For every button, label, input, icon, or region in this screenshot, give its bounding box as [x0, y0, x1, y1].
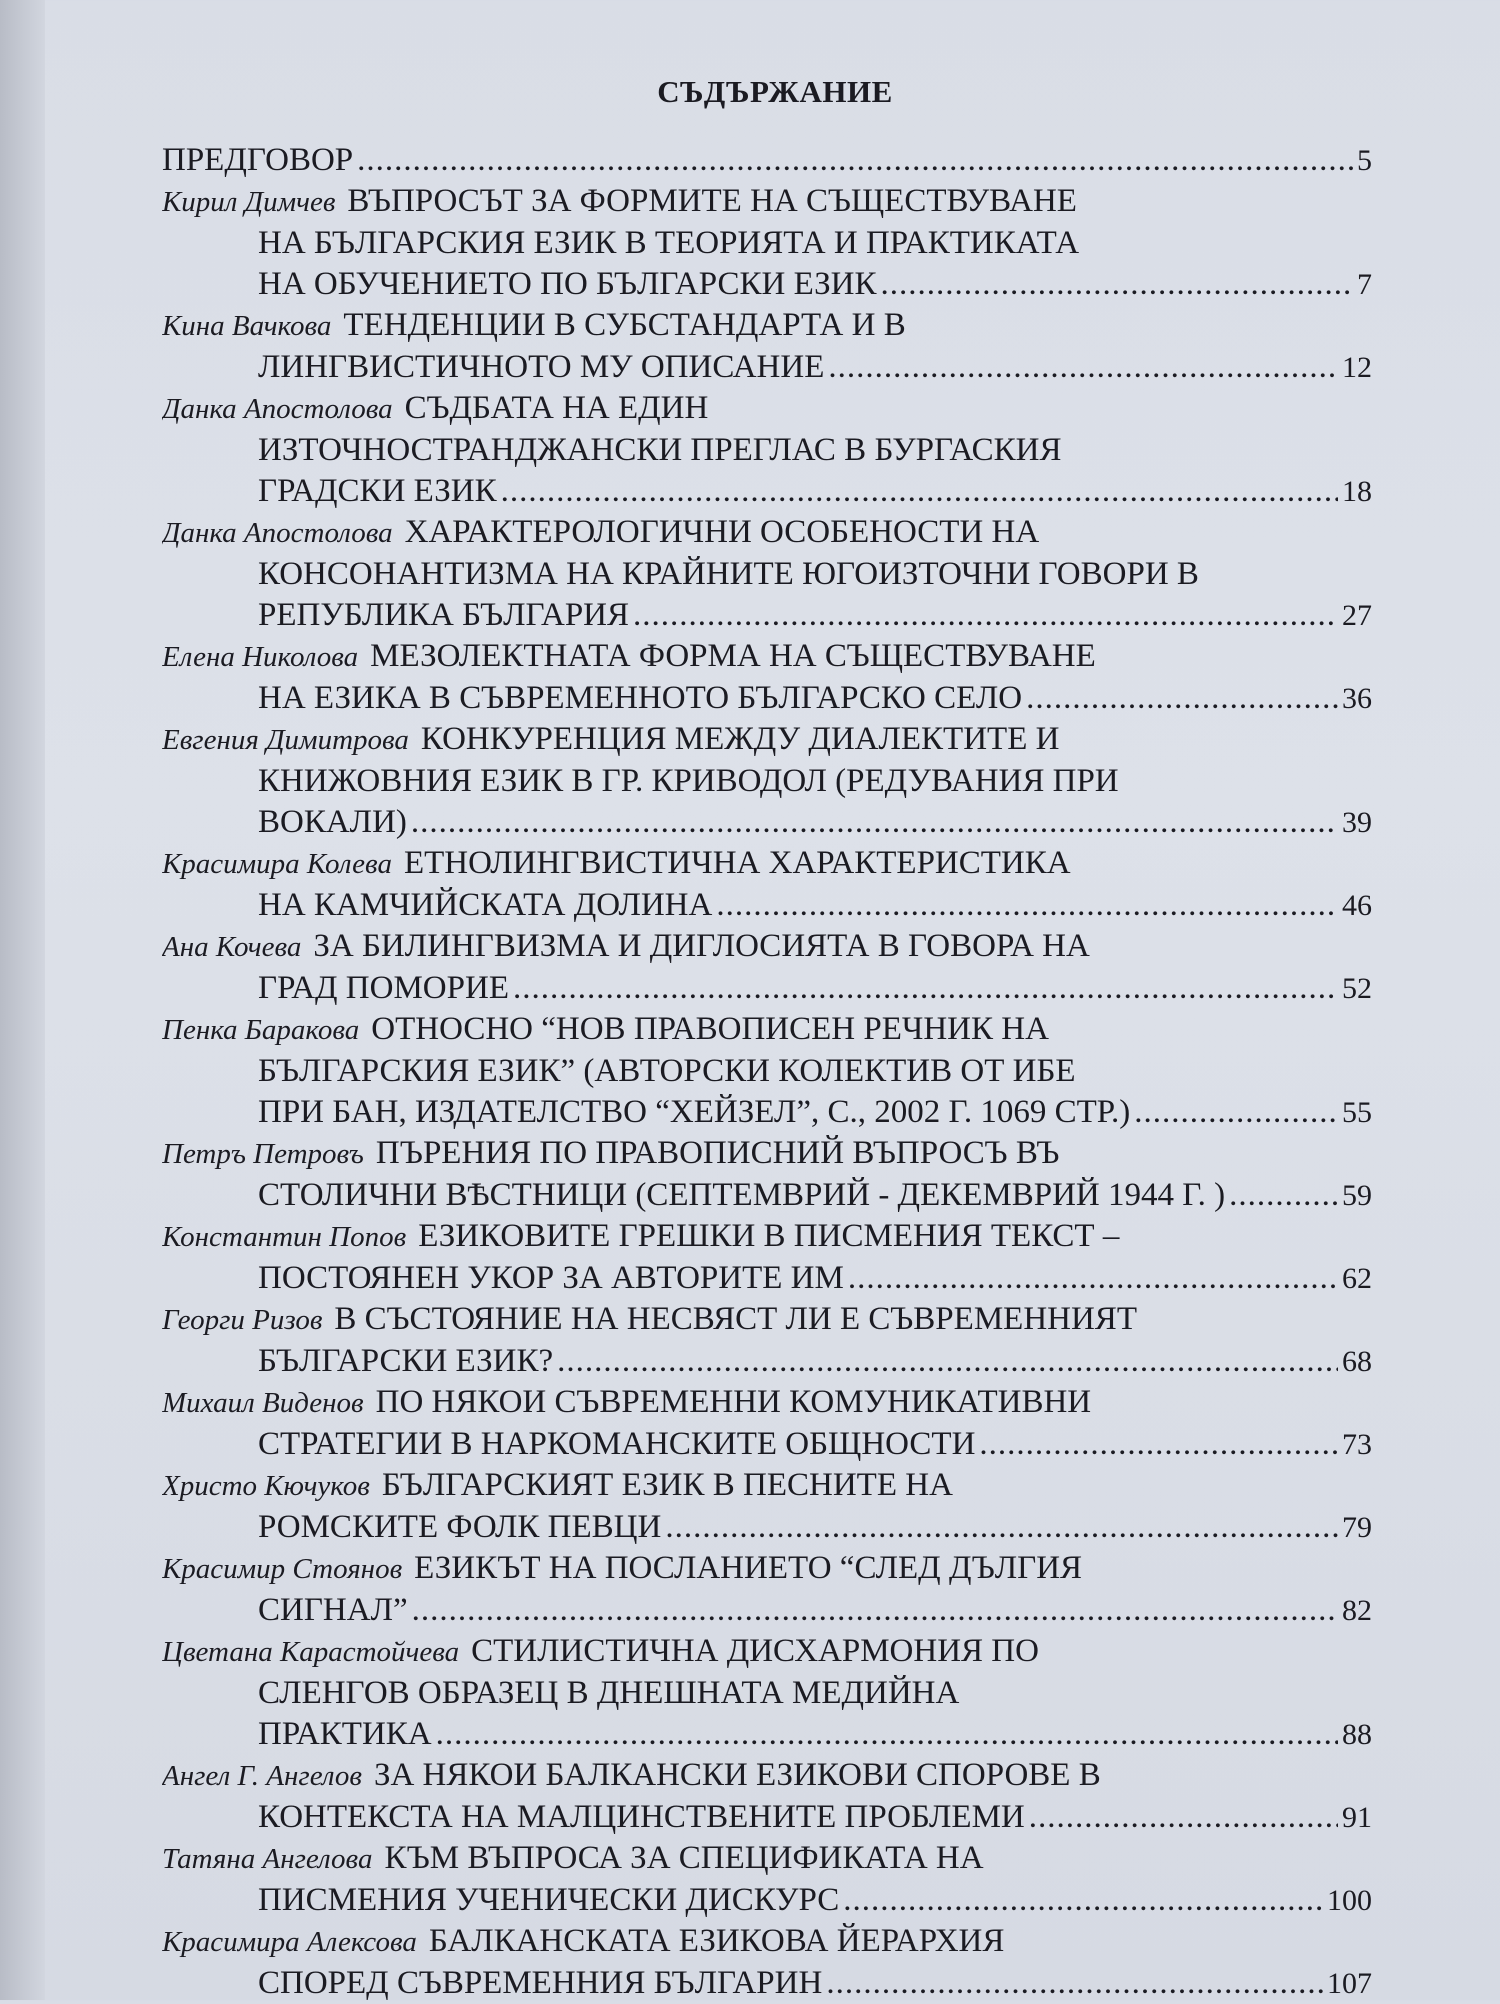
toc-entry-line — [162, 471, 1372, 512]
toc-title-text: КЪМ ВЪПРОСА ЗА СПЕЦИФИКАТА НА — [384, 1840, 984, 1876]
toc-entry-line — [162, 1382, 1372, 1424]
toc-author: Георги Ризов — [162, 1304, 323, 1336]
toc-title-text: СТОЛИЧНИ ВѢСТНИЦИ (СЕПТЕМВРИЙ - ДЕКЕМВРИЙ 1944 Г. ) — [258, 1177, 1226, 1213]
toc-line-text-wrap — [162, 928, 1090, 964]
toc-entry-line — [162, 1507, 1372, 1548]
toc-line-text-wrap — [162, 721, 1059, 757]
toc-author: Цветана Карастойчева — [162, 1636, 460, 1668]
toc-title-text: В СЪСТОЯНИЕ НА НЕСВЯСТ ЛИ Е СЪВРЕМЕННИЯТ — [334, 1301, 1137, 1337]
toc-author: Христо Кючуков — [162, 1470, 370, 1502]
toc-title-text: СТИЛИСТИЧНА ДИСХАРМОНИЯ ПО — [471, 1633, 1039, 1669]
toc-entry — [162, 1631, 1372, 1755]
page-number: 73 — [1342, 1428, 1372, 1461]
toc-title-text: ЗА НЯКОИ БАЛКАНСКИ ЕЗИКОВИ СПОРОВЕ В — [373, 1757, 1101, 1793]
dot-leader — [513, 968, 1338, 1009]
toc-author: Евгения Димитрова — [162, 724, 409, 756]
toc-title-text: ИЗТОЧНОСТРАНДЖАНСКИ ПРЕГЛАС В БУРГАСКИЯ — [258, 432, 1062, 468]
toc-title-text: БАЛКАНСКАТА ЕЗИКОВА ЙЕРАРХИЯ — [428, 1923, 1005, 1959]
toc-line-text-wrap — [258, 1590, 408, 1631]
toc-line-text-wrap — [162, 1467, 953, 1503]
page-title: СЪДЪРЖАНИЕ — [657, 74, 893, 109]
page-number: 46 — [1342, 889, 1372, 922]
toc-entry-line — [162, 1755, 1372, 1797]
toc-line-text-wrap — [162, 1633, 1039, 1669]
toc-title-text: БЪЛГАРСКИЯТ ЕЗИК В ПЕСНИТЕ НА — [381, 1467, 953, 1503]
toc-title-text: ПИСМЕНИЯ УЧЕНИЧЕСКИ ДИСКУРС — [258, 1882, 840, 1918]
toc-entry-line — [162, 1175, 1372, 1216]
toc-entry-line — [162, 223, 1372, 264]
toc-line-text-wrap — [162, 1135, 1059, 1171]
toc-entry-line — [162, 595, 1372, 636]
toc-title-text: ЗА БИЛИНГВИЗМА И ДИГЛОСИЯТА В ГОВОРА НА — [313, 928, 1090, 964]
toc-entry-line — [162, 843, 1372, 885]
toc-entry — [162, 719, 1372, 843]
toc-line-text-wrap — [162, 1757, 1101, 1793]
page-edge-shadow — [0, 0, 45, 2000]
toc-entry-line — [162, 1341, 1372, 1382]
toc-entry-line — [162, 719, 1372, 761]
toc-line-text-wrap — [258, 678, 1022, 719]
page-number: 91 — [1342, 1801, 1372, 1834]
toc-entry-line — [162, 636, 1372, 678]
toc-author: Красимир Стоянов — [162, 1553, 403, 1585]
toc-title-text: БЪЛГАРСКИЯ ЕЗИК” (АВТОРСКИ КОЛЕКТИВ ОТ ИБЕ — [258, 1053, 1076, 1089]
toc-line-text-wrap — [162, 1550, 1082, 1586]
toc-title-text: КОНСОНАНТИЗМА НА КРАЙНИТЕ ЮГОИЗТОЧНИ ГОВОРИ В — [258, 556, 1199, 592]
toc-entry — [162, 512, 1372, 636]
dot-leader — [848, 1258, 1338, 1299]
toc-author: Данка Апостолова — [162, 517, 393, 549]
toc-line-text-wrap — [162, 307, 906, 343]
toc-line-text-wrap — [258, 1797, 1025, 1838]
page-number: 100 — [1327, 1884, 1372, 1917]
dot-leader — [828, 347, 1338, 388]
toc-entry — [162, 1299, 1372, 1382]
toc-entry-line — [162, 1051, 1372, 1092]
toc-line-text-wrap — [258, 1714, 432, 1755]
toc-entry-line — [162, 1714, 1372, 1755]
toc-title-text: РОМСКИТЕ ФОЛК ПЕВЦИ — [258, 1509, 662, 1545]
toc-title-text: МЕЗОЛЕКТНАТА ФОРМА НА СЪЩЕСТВУВАНЕ — [370, 638, 1096, 674]
toc-entry-line — [162, 1963, 1372, 2004]
dot-leader — [412, 1590, 1338, 1631]
toc-author: Красимира Алексова — [162, 1926, 417, 1958]
toc-line-text-wrap — [258, 225, 1079, 261]
page-number: 27 — [1342, 599, 1372, 632]
toc-title-text: НА КАМЧИЙСКАТА ДОЛИНА — [258, 887, 713, 923]
toc-entry-line — [162, 1921, 1372, 1963]
toc-line-text-wrap — [258, 264, 877, 305]
toc-author: Кина Вачкова — [162, 310, 332, 342]
dot-leader — [411, 802, 1338, 843]
toc-entry-line — [162, 181, 1372, 223]
dot-leader — [881, 264, 1353, 305]
toc-line-text-wrap — [162, 1923, 1004, 1959]
toc-entry — [162, 140, 1372, 181]
toc-entry-line — [162, 1631, 1372, 1673]
page-number: 68 — [1342, 1345, 1372, 1378]
toc-entry-line — [162, 388, 1372, 430]
table-of-contents — [162, 140, 1372, 2004]
toc-entry — [162, 1548, 1372, 1631]
page-number: 18 — [1342, 475, 1372, 508]
toc-line-text-wrap — [162, 1840, 984, 1876]
toc-line-text-wrap — [258, 968, 509, 1009]
toc-entry-line — [162, 140, 1372, 181]
toc-author: Михаил Виденов — [162, 1387, 364, 1419]
toc-line-text-wrap — [258, 1258, 844, 1299]
toc-entry-line — [162, 1838, 1372, 1880]
toc-line-text-wrap — [258, 1424, 975, 1465]
dot-leader — [1026, 678, 1338, 719]
toc-title-text: РЕПУБЛИКА БЪЛГАРИЯ — [258, 597, 630, 633]
toc-line-text-wrap — [258, 885, 712, 926]
dot-leader — [633, 595, 1338, 636]
dot-leader — [979, 1424, 1338, 1465]
toc-entry — [162, 1921, 1372, 2004]
toc-title-text: ВОКАЛИ) — [258, 804, 407, 840]
toc-line-text-wrap — [258, 432, 1062, 468]
toc-author: Пенка Баракова — [162, 1014, 360, 1046]
toc-line-text-wrap — [162, 140, 353, 181]
toc-entry-line — [162, 926, 1372, 968]
dot-leader — [1229, 1175, 1338, 1216]
toc-entry-line — [162, 264, 1372, 305]
toc-line-text-wrap — [258, 1963, 822, 2004]
toc-title-text: ПРИ БАН, ИЗДАТЕЛСТВО “ХЕЙЗЕЛ”, С., 2002 Г. 1069 СТР.) — [258, 1094, 1131, 1130]
dot-leader — [1029, 1797, 1338, 1838]
toc-entry-line — [162, 1424, 1372, 1465]
toc-title-text: ТЕНДЕНЦИИ В СУБСТАНДАРТА И В — [343, 307, 906, 343]
toc-title-text: НА ЕЗИКА В СЪВРЕМЕННОТО БЪЛГАРСКО СЕЛО — [258, 680, 1023, 716]
toc-line-text-wrap — [162, 183, 1077, 219]
dot-leader — [716, 885, 1338, 926]
toc-line-text-wrap — [258, 1092, 1130, 1133]
toc-title-text: СПОРЕД СЪВРЕМЕННИЯ БЪЛГАРИН — [258, 1965, 823, 2001]
toc-entry — [162, 305, 1372, 388]
page-number: 88 — [1342, 1718, 1372, 1751]
dot-leader — [436, 1714, 1338, 1755]
dot-leader — [1134, 1092, 1338, 1133]
toc-entry-line — [162, 305, 1372, 347]
toc-entry — [162, 1216, 1372, 1299]
toc-title-text: ЛИНГВИСТИЧНОТО МУ ОПИСАНИЕ — [258, 349, 825, 385]
toc-line-text-wrap — [258, 471, 497, 512]
toc-entry-line — [162, 678, 1372, 719]
toc-title-text: ПОСТОЯНЕН УКОР ЗА АВТОРИТЕ ИМ — [258, 1260, 844, 1296]
toc-line-text-wrap — [258, 595, 629, 636]
dot-leader — [357, 140, 1353, 181]
toc-title-text: НА ОБУЧЕНИЕТО ПО БЪЛГАРСКИ ЕЗИК — [258, 266, 877, 302]
toc-entry — [162, 1133, 1372, 1216]
toc-title-text: ПО НЯКОИ СЪВРЕМЕННИ КОМУНИКАТИВНИ — [375, 1384, 1092, 1420]
toc-line-text-wrap — [258, 1507, 661, 1548]
toc-line-text-wrap — [258, 1175, 1225, 1216]
toc-entry — [162, 1009, 1372, 1133]
toc-line-text-wrap — [162, 1218, 1119, 1254]
page-number: 82 — [1342, 1594, 1372, 1627]
toc-title-text: ЕТНОЛИНГВИСТИЧНА ХАРАКТЕРИСТИКА — [403, 845, 1071, 881]
toc-line-text-wrap — [258, 1675, 959, 1711]
toc-author: Данка Апостолова — [162, 393, 393, 425]
toc-line-text-wrap — [162, 845, 1071, 881]
toc-entry-line — [162, 1258, 1372, 1299]
toc-title-text: ПРЕДГОВОР — [162, 142, 354, 178]
toc-entry — [162, 1755, 1372, 1838]
toc-line-text-wrap — [258, 1341, 553, 1382]
toc-line-text-wrap — [258, 802, 407, 843]
toc-entry — [162, 1382, 1372, 1465]
toc-line-text-wrap — [162, 638, 1096, 674]
page-number: 52 — [1342, 972, 1372, 1005]
page-number: 12 — [1342, 351, 1372, 384]
page-number: 59 — [1342, 1179, 1372, 1212]
toc-entry-line — [162, 512, 1372, 554]
toc-entry-line — [162, 761, 1372, 802]
toc-entry-line — [162, 1009, 1372, 1051]
toc-entry-line — [162, 968, 1372, 1009]
toc-entry-line — [162, 430, 1372, 471]
page-number: 36 — [1342, 682, 1372, 715]
toc-title-text: СЛЕНГОВ ОБРАЗЕЦ В ДНЕШНАТА МЕДИЙНА — [258, 1675, 960, 1711]
toc-entry-line — [162, 802, 1372, 843]
toc-title-text: СИГНАЛ” — [258, 1592, 408, 1628]
toc-author: Ана Кочева — [162, 931, 302, 963]
toc-line-text-wrap — [162, 1301, 1137, 1337]
toc-line-text-wrap — [258, 347, 824, 388]
toc-entry — [162, 843, 1372, 926]
page-number: 107 — [1327, 1967, 1372, 2000]
toc-author: Татяна Ангелова — [162, 1843, 373, 1875]
toc-entry — [162, 1838, 1372, 1921]
toc-line-text-wrap — [258, 763, 1119, 799]
toc-title-text: ВЪПРОСЪТ ЗА ФОРМИТЕ НА СЪЩЕСТВУВАНЕ — [347, 183, 1077, 219]
toc-entry — [162, 636, 1372, 719]
toc-title-text: ГРАД ПОМОРИЕ — [258, 970, 509, 1006]
dot-leader — [665, 1507, 1338, 1548]
toc-title-text: КОНКУРЕНЦИЯ МЕЖДУ ДИАЛЕКТИТЕ И — [420, 721, 1060, 757]
toc-title-text: ПРАКТИКА — [258, 1716, 432, 1752]
toc-title-text: БЪЛГАРСКИ ЕЗИК? — [258, 1343, 554, 1379]
toc-entry-line — [162, 1548, 1372, 1590]
toc-entry-line — [162, 554, 1372, 595]
toc-author: Ангел Г. Ангелов — [162, 1760, 362, 1792]
toc-entry-line — [162, 1092, 1372, 1133]
dot-leader — [826, 1963, 1323, 2004]
toc-entry — [162, 926, 1372, 1009]
page-number: 5 — [1357, 144, 1372, 177]
page-number: 7 — [1357, 268, 1372, 301]
toc-author: Елена Николова — [162, 641, 359, 673]
toc-entry — [162, 181, 1372, 305]
toc-entry-line — [162, 885, 1372, 926]
page-number: 79 — [1342, 1511, 1372, 1544]
toc-entry-line — [162, 1216, 1372, 1258]
toc-entry-line — [162, 1880, 1372, 1921]
toc-title-text: КОНТЕКСТА НА МАЛЦИНСТВЕНИТЕ ПРОБЛЕМИ — [258, 1799, 1025, 1835]
toc-line-text-wrap — [258, 1880, 839, 1921]
toc-entry — [162, 1465, 1372, 1548]
dot-leader — [501, 471, 1338, 512]
page-number: 62 — [1342, 1262, 1372, 1295]
toc-title-text: КНИЖОВНИЯ ЕЗИК В ГР. КРИВОДОЛ (РЕДУВАНИЯ ПРИ — [258, 763, 1119, 799]
toc-author: Красимира Колева — [162, 848, 392, 880]
toc-line-text-wrap — [162, 1384, 1091, 1420]
toc-entry-line — [162, 1133, 1372, 1175]
page-number: 55 — [1342, 1096, 1372, 1129]
toc-title-text: СТРАТЕГИИ В НАРКОМАНСКИТЕ ОБЩНОСТИ — [258, 1426, 976, 1462]
toc-title-text: ХАРАКТЕРОЛОГИЧНИ ОСОБЕНОСТИ НА — [404, 514, 1040, 550]
toc-line-text-wrap — [162, 514, 1039, 550]
toc-entry-line — [162, 1590, 1372, 1631]
toc-entry-line — [162, 347, 1372, 388]
toc-title-text: ОТНОСНО “НОВ ПРАВОПИСЕН РЕЧНИК НА — [371, 1011, 1049, 1047]
toc-entry-line — [162, 1673, 1372, 1714]
toc-title-text: ГРАДСКИ ЕЗИК — [258, 473, 497, 509]
toc-line-text-wrap — [162, 1011, 1049, 1047]
toc-title-text: ПЪРЕНИЯ ПО ПРАВОПИСНИЙ ВЪПРОСЪ ВЪ — [375, 1135, 1060, 1171]
toc-entry-line — [162, 1465, 1372, 1507]
toc-line-text-wrap — [258, 1053, 1076, 1089]
dot-leader — [843, 1880, 1323, 1921]
toc-author: Петръ Петровъ — [162, 1138, 364, 1170]
toc-title-text: СЪДБАТА НА ЕДИН — [404, 390, 709, 426]
toc-author: Константин Попов — [162, 1221, 407, 1253]
toc-entry — [162, 388, 1372, 512]
toc-title-text: ЕЗИКОВИТЕ ГРЕШКИ В ПИСМЕНИЯ ТЕКСТ – — [418, 1218, 1120, 1254]
toc-author: Кирил Димчев — [162, 186, 336, 218]
dot-leader — [557, 1341, 1338, 1382]
page-number: 39 — [1342, 806, 1372, 839]
toc-entry-line — [162, 1299, 1372, 1341]
toc-line-text-wrap — [162, 390, 708, 426]
toc-line-text-wrap — [258, 556, 1199, 592]
toc-entry-line — [162, 1797, 1372, 1838]
toc-title-text: ЕЗИКЪТ НА ПОСЛАНИЕТО “СЛЕД ДЪЛГИЯ — [414, 1550, 1083, 1586]
toc-title-text: НА БЪЛГАРСКИЯ ЕЗИК В ТЕОРИЯТА И ПРАКТИКАТА — [258, 225, 1080, 261]
